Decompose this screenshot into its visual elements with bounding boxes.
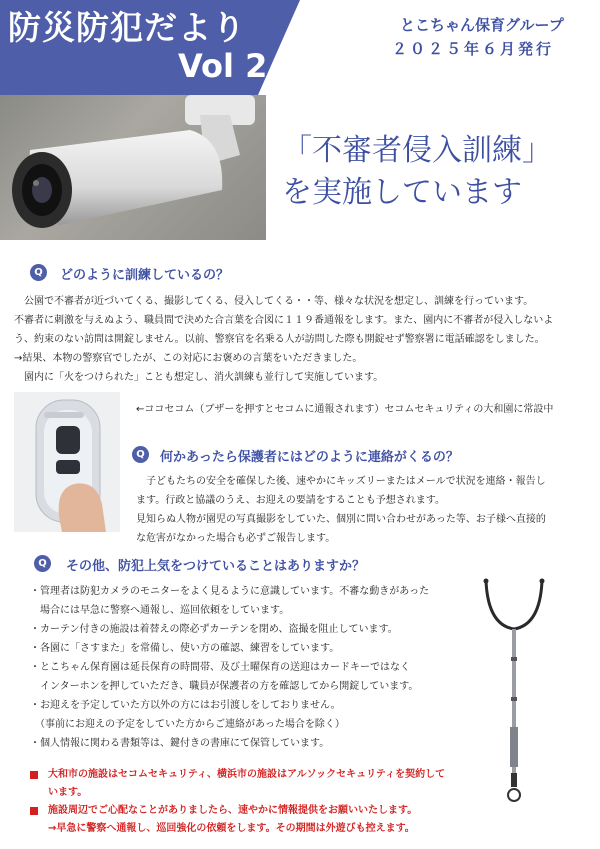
section-3-line: ・カーテン付きの施設は着替えの際必ずカーテンを閉め、盗撮を阻止しています。	[30, 624, 398, 635]
cocosecom-device-photo	[14, 392, 120, 532]
section-3-line: ・管理者は防犯カメラのモニターをよく見るように意識しています。不審な動きがあった	[30, 586, 430, 597]
section-3-line: （事前にお迎えの予定をしていた方からご連絡があった場合を除く）	[30, 719, 345, 730]
notice-line: います。	[48, 787, 88, 798]
notice-line: 施設周辺でご心配なことがありましたら、速やかに情報提供をお願いいたします。	[48, 805, 418, 816]
cocosecom-caption: ←ココセコム（ブザーを押すとセコムに通報されます）セコムセキュリティの大和園に常設中	[136, 404, 554, 415]
notice-bullet	[30, 807, 38, 815]
section-1-line: 不審者に刺激を与えぬよう、職員間で決めた合言葉を合図に１１９番通報をします。また、園内に不審者が侵入しないよ	[14, 315, 554, 326]
notice-security-contracts	[48, 766, 445, 802]
security-camera-icon	[0, 95, 266, 240]
section-3-question: その他、防犯上気をつけていることはありますか？	[66, 559, 366, 574]
section-2-line: な危害がなかった場合も必ずご報告します。	[136, 533, 336, 544]
issue-date: ２０２５年６月発行	[392, 40, 555, 58]
section-1-line: う、約束のない訪問は開錠しません。以前、警察官を名乗る人が訪問した際も開錠せず警察署に電話確認をしました。	[14, 334, 545, 345]
sasumata-icon	[478, 577, 550, 805]
section-1-line: 公園で不審者が近づいてくる、撮影してくる、侵入してくる・・等、様々な状況を想定し、訓練を行っています。	[14, 296, 534, 307]
section-3-line: ・各園に「さすまた」を常備し、使い方の確認、練習をしています。	[30, 643, 340, 654]
section-3-body	[30, 582, 429, 753]
headline	[282, 130, 552, 214]
section-1-body	[14, 292, 553, 387]
section-2-line: 子どもたちの安全を確保した後、速やかにキッズリーまたはメールで状況を連絡・報告し	[136, 476, 546, 487]
section-3-line: ・とこちゃん保育園は延長保育の時間帯、及び土曜保育の送迎はカードキーではなく	[30, 662, 410, 673]
section-3-line: 場合には早急に警察へ通報し、巡回依頼をしています。	[30, 605, 290, 616]
section-1-line: 園内に「火をつけられた」ことも想定し、消火訓練も並行して実施しています。	[14, 372, 384, 383]
organization-name: とこちゃん保育グループ	[400, 16, 564, 34]
section-1-line: →結果、本物の警察官でしたが、この対応にお褒めの言葉をいただきました。	[14, 353, 363, 364]
newsletter-title: 防災防犯だより	[8, 8, 246, 47]
headline-line-2: を実施しています	[282, 175, 522, 210]
section-2-question: 何かあったら保護者にはどのように連絡がくるの？	[160, 450, 459, 465]
security-camera-photo	[0, 95, 266, 240]
headline-line-1: 「不審者侵入訓練」	[282, 133, 552, 168]
section-1-question: どのように訓練しているの？	[60, 268, 230, 283]
q-badge: Q	[34, 555, 51, 572]
section-2-line: 見知らぬ人物が園児の写真撮影をしていた、個別に問い合わせがあった等、お子様へ直接的	[136, 514, 546, 525]
notice-line: →早急に警察へ通報し、巡回強化の依頼をします。その期間は外遊びも控えます。	[48, 823, 415, 834]
section-3-line: ・お迎えを予定していた方以外の方にはお引渡しをしておりません。	[30, 700, 341, 711]
q-badge: Q	[30, 264, 47, 281]
notice-line: 大和市の施設はセコムセキュリティ、横浜市の施設はアルソックセキュリティを契約して	[48, 769, 446, 780]
cocosecom-device-icon	[14, 392, 120, 532]
section-3-line: ・個人情報に関わる書類等は、鍵付きの書庫にて保管しています。	[30, 738, 330, 749]
notice-bullet	[30, 771, 38, 779]
volume-label: Vol 2	[178, 47, 268, 85]
section-2-line: ます。行政と協議のうえ、お迎えの要請をすることも予想されます。	[136, 495, 445, 506]
sasumata-photo	[478, 577, 550, 805]
q-badge: Q	[132, 446, 149, 463]
section-3-line: インターホンを押していただき、職員が保護者の方を確認してから開錠しています。	[30, 681, 419, 692]
section-2-body	[136, 472, 546, 548]
notice-report-request	[48, 802, 417, 838]
